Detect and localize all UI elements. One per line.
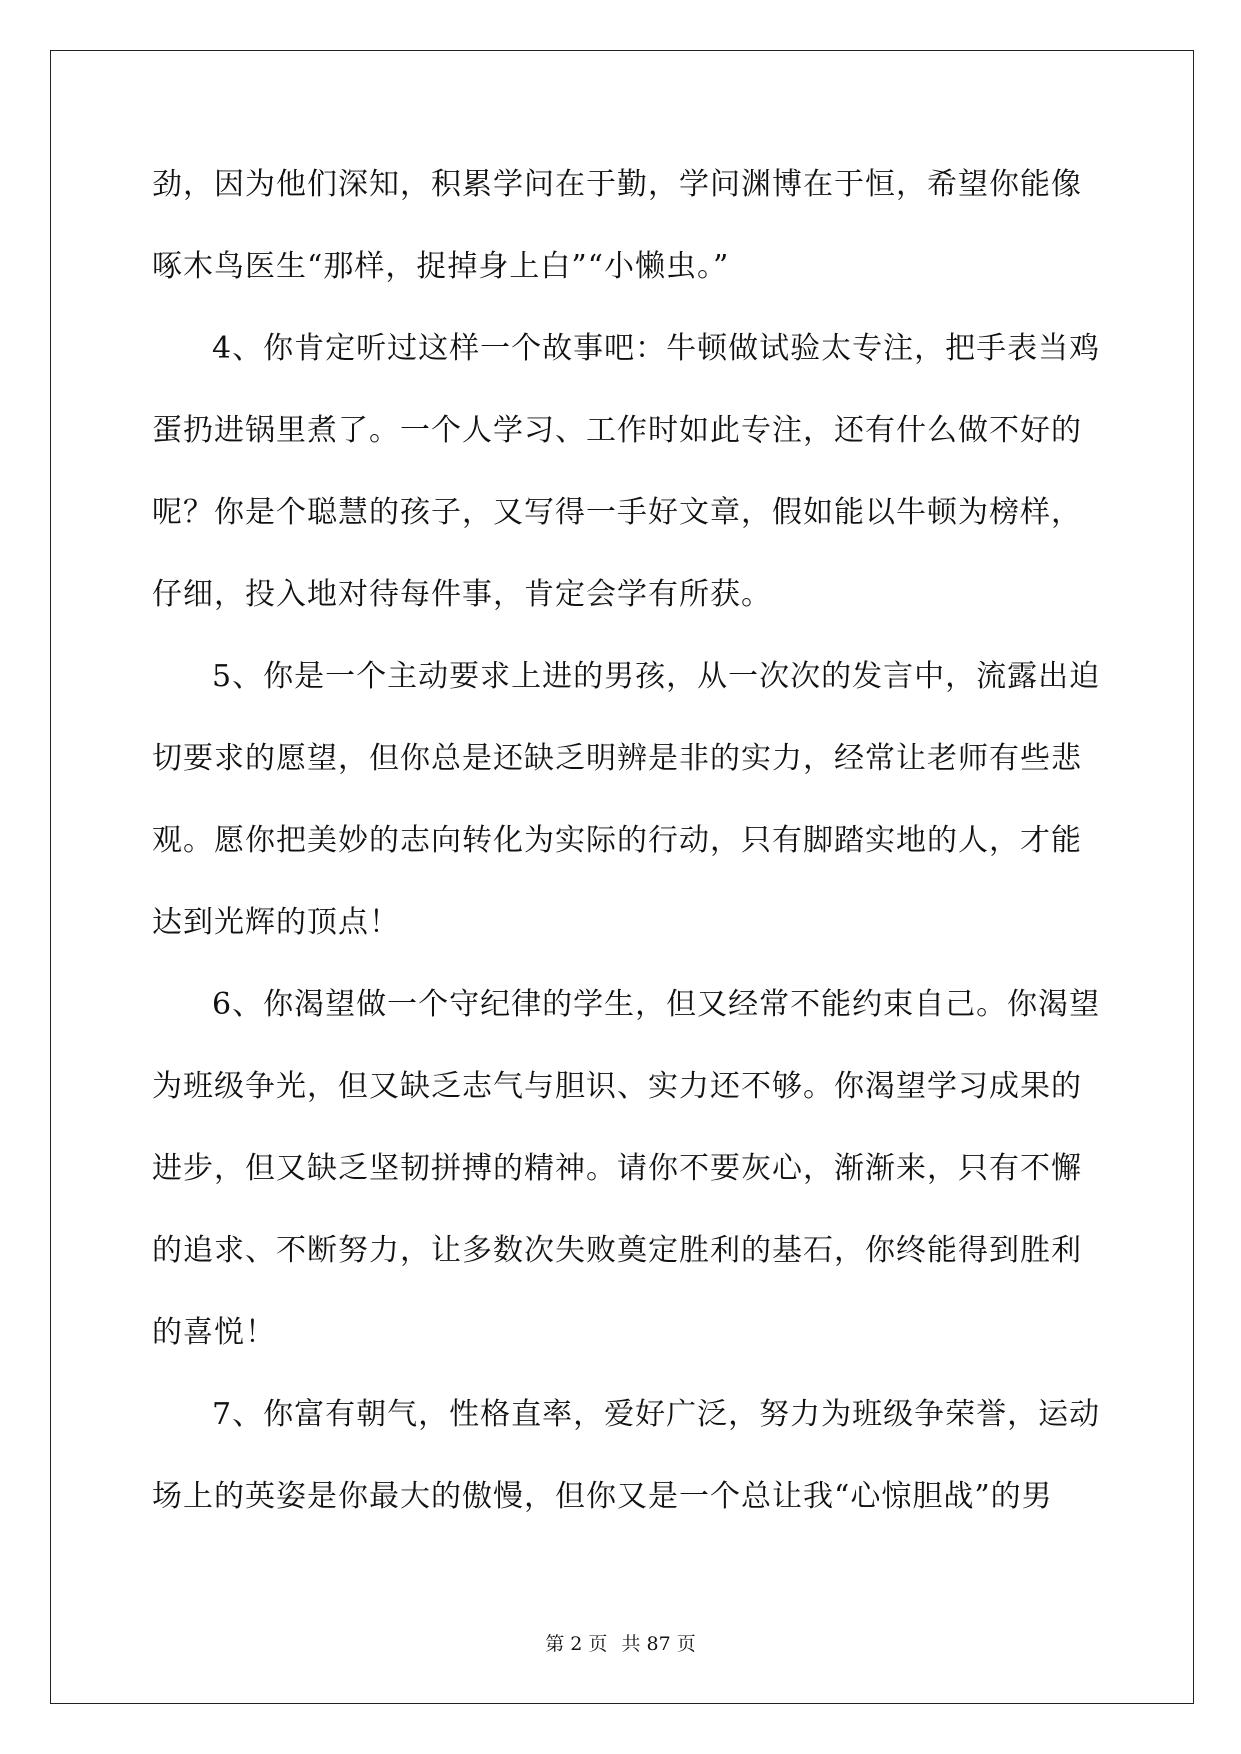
paragraph-4 [152,326,1101,654]
paragraph-continued [152,162,1087,326]
total-pages-label: 共 87 页 [621,1633,696,1655]
document-body [152,162,1101,1556]
text-line: 切要求的愿望，但你总是还缺乏明辨是非的实力，经常让老师有些悲 [152,741,1082,776]
text-line: 仔细，投入地对待每件事，肯定会学有所获。 [152,577,772,612]
text-line: 为班级争光，但又缺乏志气与胆识、实力还不够。你渴望学习成果的 [152,1069,1082,1104]
paragraph-7 [152,1392,1101,1556]
text-line: 进步，但又缺乏坚韧拼搏的精神。请你不要灰心，渐渐来，只有不懈 [152,1151,1082,1186]
text-line: 4、你肯定听过这样一个故事吧：牛顿做试验太专注，把手表当鸡 [212,331,1101,366]
text-line: 观。愿你把美妙的志向转化为实际的行动，只有脚踏实地的人，才能 [152,823,1082,858]
current-page-label: 第 2 页 [545,1633,608,1655]
text-line: 的追求、不断努力，让多数次失败奠定胜利的基石，你终能得到胜利 [152,1233,1082,1268]
text-line: 啄木鸟医生“那样，捉掉身上白”“小懒虫。” [152,249,730,284]
text-line: 6、你渴望做一个守纪律的学生，但又经常不能约束自己。你渴望 [212,987,1101,1022]
text-line: 7、你富有朝气，性格直率，爱好广泛，努力为班级争荣誉，运动 [212,1397,1101,1432]
text-line: 呢？你是个聪慧的孩子，又写得一手好文章，假如能以牛顿为榜样， [152,495,1082,530]
text-line: 的喜悦！ [152,1315,276,1350]
page-footer [0,1629,1241,1656]
paragraph-5 [152,654,1101,982]
text-line: 5、你是一个主动要求上进的男孩，从一次次的发言中，流露出迫 [212,659,1101,694]
paragraph-6 [152,982,1101,1392]
text-line: 蛋扔进锅里煮了。一个人学习、工作时如此专注，还有什么做不好的 [152,413,1082,448]
text-line: 劲，因为他们深知，积累学问在于勤，学问渊博在于恒，希望你能像 [152,167,1082,202]
text-line: 场上的英姿是你最大的傲慢，但你又是一个总让我“心惊胆战”的男 [152,1479,1053,1514]
text-line: 达到光辉的顶点！ [152,905,400,940]
